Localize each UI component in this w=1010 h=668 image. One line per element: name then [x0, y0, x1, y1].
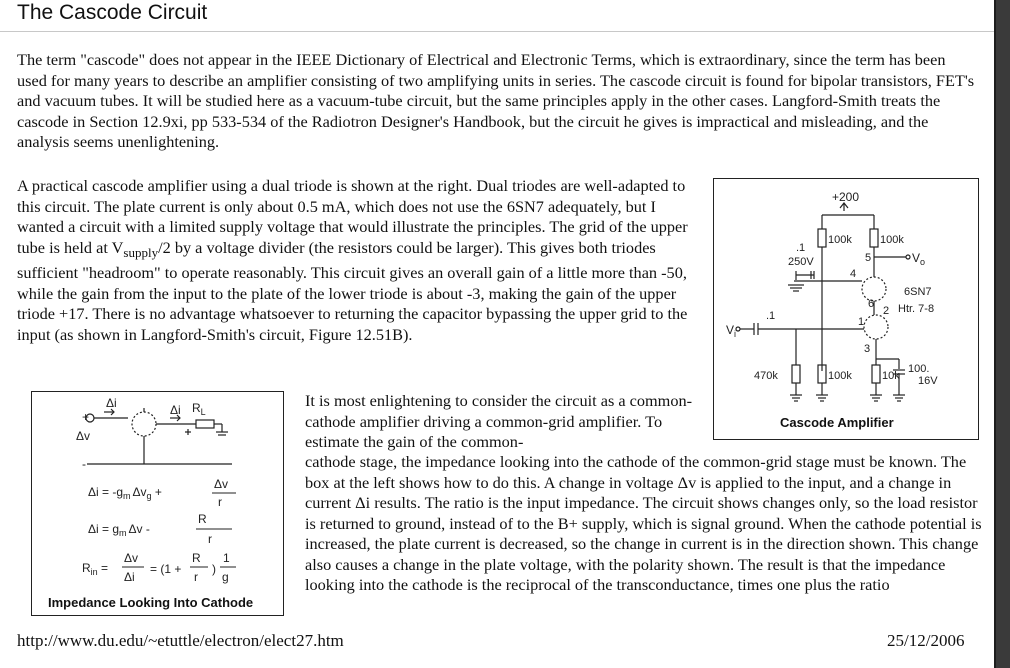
top-capacitor-voltage: 250V — [788, 256, 814, 268]
delta-i-top-label: Δi — [106, 396, 117, 410]
minus-sign-label: - — [82, 457, 86, 471]
pin-3-label: 3 — [864, 343, 871, 355]
equation-3-paren: = (1 + — [150, 562, 182, 576]
load-resistor-label: $R_L$ — [192, 401, 206, 417]
equation-3-numerator: Δv — [124, 551, 139, 565]
plate-resistor-2-label: 100k — [880, 234, 904, 246]
title-divider — [0, 31, 994, 32]
viewer-right-edge — [994, 0, 1010, 668]
plus-sign-label: + — [82, 410, 90, 424]
equation-3-rp: r — [194, 570, 198, 584]
equation-3-rl: R — [192, 551, 201, 565]
impedance-figure-caption: Impedance Looking Into Cathode — [48, 595, 254, 610]
equation-1: $\Delta i = -g_m$ $\Delta v_g$ + — [88, 485, 162, 501]
practical-circuit-paragraph — [17, 176, 702, 345]
supply-subscript: supply — [123, 244, 159, 260]
intro-paragraph: The term "cascode" does not appear in the IEEE Dictionary of Electrical and Electronic Terms, which is extraordinary, since the term has been used for many years to describe an amplifier consisting of two amplifying units in series. The cascode circuit is found for bipolar transistors, FET's and vacuum tubes. It will be studied here as a vacuum-tube circuit, but the same principles apply in the other cases. Langford-Smith treats the cascode in Section 12.9xi, pp 533-534 of the Radiotron Designer's Handbook, but the circuit he gives is impractical and misleading, and the analysis seems unenlightening. — [17, 50, 975, 151]
cathode-capacitor-value: 100. — [908, 363, 930, 375]
pin-1-label: 1 — [858, 316, 865, 328]
equation-3-one: 1 — [223, 551, 230, 565]
top-capacitor-value: .1 — [796, 242, 806, 254]
plate-resistor-1-label: 100k — [828, 234, 852, 246]
equation-1-denominator: r — [218, 495, 222, 509]
grid-resistor-label: 470k — [754, 370, 778, 382]
equation-1-numerator: Δv — [214, 477, 229, 491]
page-title: The Cascode Circuit — [17, 1, 208, 24]
cascode-schematic — [714, 179, 978, 439]
cathode-impedance-schematic — [32, 392, 283, 615]
pin-6-label: 6 — [868, 298, 875, 310]
cathode-capacitor-voltage: 16V — [918, 375, 938, 387]
input-label: $V_i$ — [726, 323, 737, 339]
footer-url: http://www.du.edu/~etuttle/electron/elect27.htm — [17, 631, 344, 650]
output-label: $V_o$ — [912, 251, 926, 267]
heater-pins-label: Htr. 7-8 — [898, 303, 935, 315]
pin-5-label: 5 — [865, 252, 872, 264]
delta-i-right-label: Δi — [170, 403, 181, 417]
equation-2: $\Delta i = g_m$ Δv - — [88, 522, 150, 538]
paragraph2-part-b: /2 by a voltage divider (the resistors could be larger). This gives both triodes sufficient "headroom" to operate reasonably. This circuit gives an overall gain of a little more than -50, while the gain from the input to the plate of the lower triode is about -3, making the gain of the upper triode +17. There is no advantage whatsoever to returning the capacitor bypassing the upper grid to the input (as shown in Langford-Smith's circuit, Figure 12.51B). — [17, 237, 688, 344]
equation-3-gm: g — [222, 570, 229, 584]
equation-3-close-paren: ) — [212, 562, 216, 576]
cascode-amplifier-figure — [713, 178, 979, 440]
input-capacitor-value: .1 — [766, 310, 776, 322]
pin-2-label: 2 — [883, 305, 890, 317]
equation-2-numerator: R — [198, 512, 207, 526]
equation-3-denominator: Δi — [124, 570, 135, 584]
divider-resistor-label: 100k — [828, 370, 852, 382]
cathode-resistor-label: 10k — [882, 370, 900, 382]
tube-type-label: 6SN7 — [904, 286, 932, 298]
delta-v-label: Δv — [76, 429, 91, 443]
supply-voltage-label: +200 — [832, 190, 860, 204]
paragraph2-part-a: A practical cascode amplifier using a dual triode is shown at the right. Dual triodes are well-adapted to this circuit. The plate current is only about 0.5 mA, which does not use the 6SN7 adequately, but I wanted a circuit with a limited supply voltage that would illustrate the principles. The grid of the upper tube is held at V — [17, 176, 688, 257]
equation-3: $R_{in}$ = — [82, 561, 109, 577]
cathode-impedance-figure — [31, 391, 284, 616]
cascode-figure-caption: Cascode Amplifier — [780, 415, 894, 430]
equation-2-denominator: r — [208, 532, 212, 546]
pin-4-label: 4 — [850, 268, 857, 280]
footer-date: 25/12/2006 — [887, 631, 965, 650]
enlightening-paragraph-start: It is most enlightening to consider the circuit as a common-cathode amplifier driving a common-grid amplifier. To estimate the gain of the common- — [305, 391, 693, 451]
enlightening-paragraph-continued: cathode stage, the impedance looking into the cathode of the common-grid stage must be known. The box at the left shows how to do this. A change in voltage Δv is applied to the input, and a change in current Δi results. The ratio is the input impedance. The circuit shows changes only, so the load resistor is returned to ground, instead of to the B+ supply, which is signal ground. When the cathode potential is increased, the plate current is decreased, so the change in current is in the direction shown. This change also causes a change in the plate voltage, with the polarity shown. The result is that the impedance looking into the cathode is the reciprocal of the transconductance, times one plus the ratio — [305, 452, 982, 594]
